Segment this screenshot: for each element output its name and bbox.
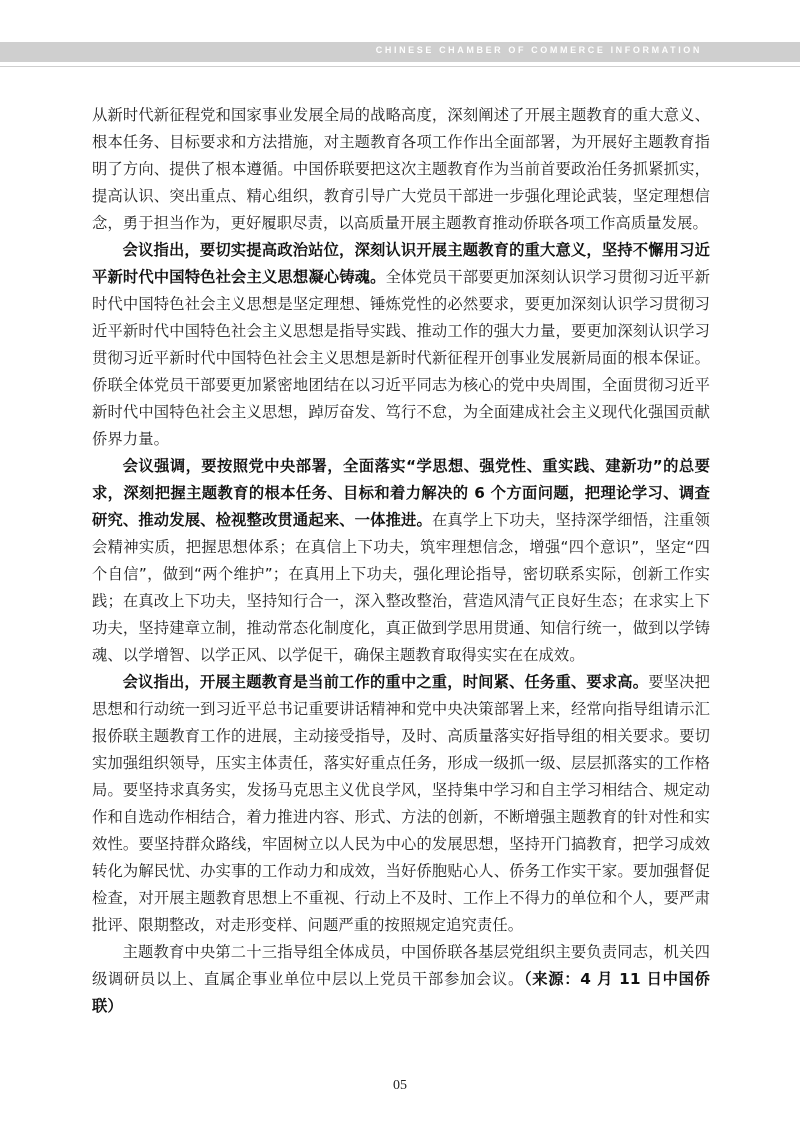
paragraph-text: 在真学上下功夫，坚持深学细悟，注重领会精神实质，把握思想体系；在真信上下功夫，筑牢理想信念，增强“四个意识”，坚定“四个自信”，做到“两个维护”；在真用上下功夫，强化理论指导，密切联系实际，创新工作实践；在真改上下功夫，坚持知行合一，深入整改整治，营造风清气正良好生态；在求实上下功夫，坚持建章立制，推动常态化制度化，真正做到学思用贯通、知信行统一，做到以学铸魂、以学增智、以学正风、以学促干，确保主题教育取得实实在在成效。	[92, 511, 711, 664]
article-body	[92, 102, 710, 1020]
paragraph-lead: 会议强调，要按照党中央部署，全面落实“学思想、强党性、重实践、建新功”的总要求，深刻把握主题教育的根本任务、目标和着力解决的 6 个方面问题，把理论学习、调查研究、推动发展、检视整改贯通起来、一体推进。	[92, 457, 710, 529]
paragraph-text: 要坚决把思想和行动统一到习近平总书记重要讲话精神和党中央决策部署上来，经常向指导组请示汇报侨联主题教育工作的进展，主动接受指导，及时、高质量落实好指导组的相关要求。要切实加强组织领导，压实主体责任，落实好重点任务，形成一级抓一级、层层抓落实的工作格局。要坚持求真务实，发扬马克思主义优良学风，坚持集中学习和自主学习相结合、规定动作和自选动作相结合，着力推进内容、形式、方法的创新，不断增强主题教育的针对性和实效性。要坚持群众路线，牢固树立以人民为中心的发展思想，坚持开门搞教育，把学习成效转化为解民忧、办实事的工作动力和成效，当好侨胞贴心人、侨务工作实干家。要加强督促检查，对开展主题教育思想上不重视、行动上不及时、工作上不得力的单位和个人，要严肃批评、限期整改，对走形变样、问题严重的按照规定追究责任。	[92, 673, 710, 934]
paragraph-text: 从新时代新征程党和国家事业发展全局的战略高度，深刻阐述了开展主题教育的重大意义、根本任务、目标要求和方法措施，对主题教育各项工作作出全面部署，为开展好主题教育指明了方向、提供了根本遵循。中国侨联要把这次主题教育作为当前首要政治任务抓紧抓实，提高认识、突出重点、精心组织，教育引导广大党员干部进一步强化理论武装，坚定理想信念，勇于担当作为，更好履职尽责，以高质量开展主题教育推动侨联各项工作高质量发展。	[92, 106, 710, 232]
paragraph-1	[92, 102, 710, 237]
paragraph-2	[92, 237, 710, 453]
page-number: 05	[393, 1078, 407, 1093]
paragraph-lead: 会议指出，要切实提高政治站位，深刻认识开展主题教育的重大意义，坚持不懈用习近平新时代中国特色社会主义思想凝心铸魂。	[92, 241, 710, 286]
header-title: CHINESE CHAMBER OF COMMERCE INFORMATION	[375, 45, 702, 55]
header-rule	[0, 66, 800, 67]
paragraph-3	[92, 453, 710, 669]
paragraph-5	[92, 939, 710, 1020]
source-note: （来源：4 月 11 日中国侨联）	[92, 970, 710, 1015]
paragraph-lead: 会议指出，开展主题教育是当前工作的重中之重，时间紧、任务重、要求高。	[122, 673, 649, 691]
header-band	[0, 42, 800, 62]
paragraph-4	[92, 669, 710, 939]
paragraph-text: 全体党员干部要更加深刻认识学习贯彻习近平新时代中国特色社会主义思想是坚定理想、锤炼党性的必然要求，要更加深刻认识学习贯彻习近平新时代中国特色社会主义思想是指导实践、推动工作的强大力量，要更加深刻认识学习贯彻习近平新时代中国特色社会主义思想是新时代新征程开创事业发展新局面的根本保证。侨联全体党员干部要更加紧密地团结在以习近平同志为核心的党中央周围，全面贯彻习近平新时代中国特色社会主义思想，踔厉奋发、笃行不怠，为全面建成社会主义现代化强国贡献侨界力量。	[92, 268, 710, 448]
paragraph-text: 主题教育中央第二十三指导组全体成员，中国侨联各基层党组织主要负责同志，机关四级调研员以上、直属企事业单位中层以上党员干部参加会议。	[92, 943, 710, 988]
